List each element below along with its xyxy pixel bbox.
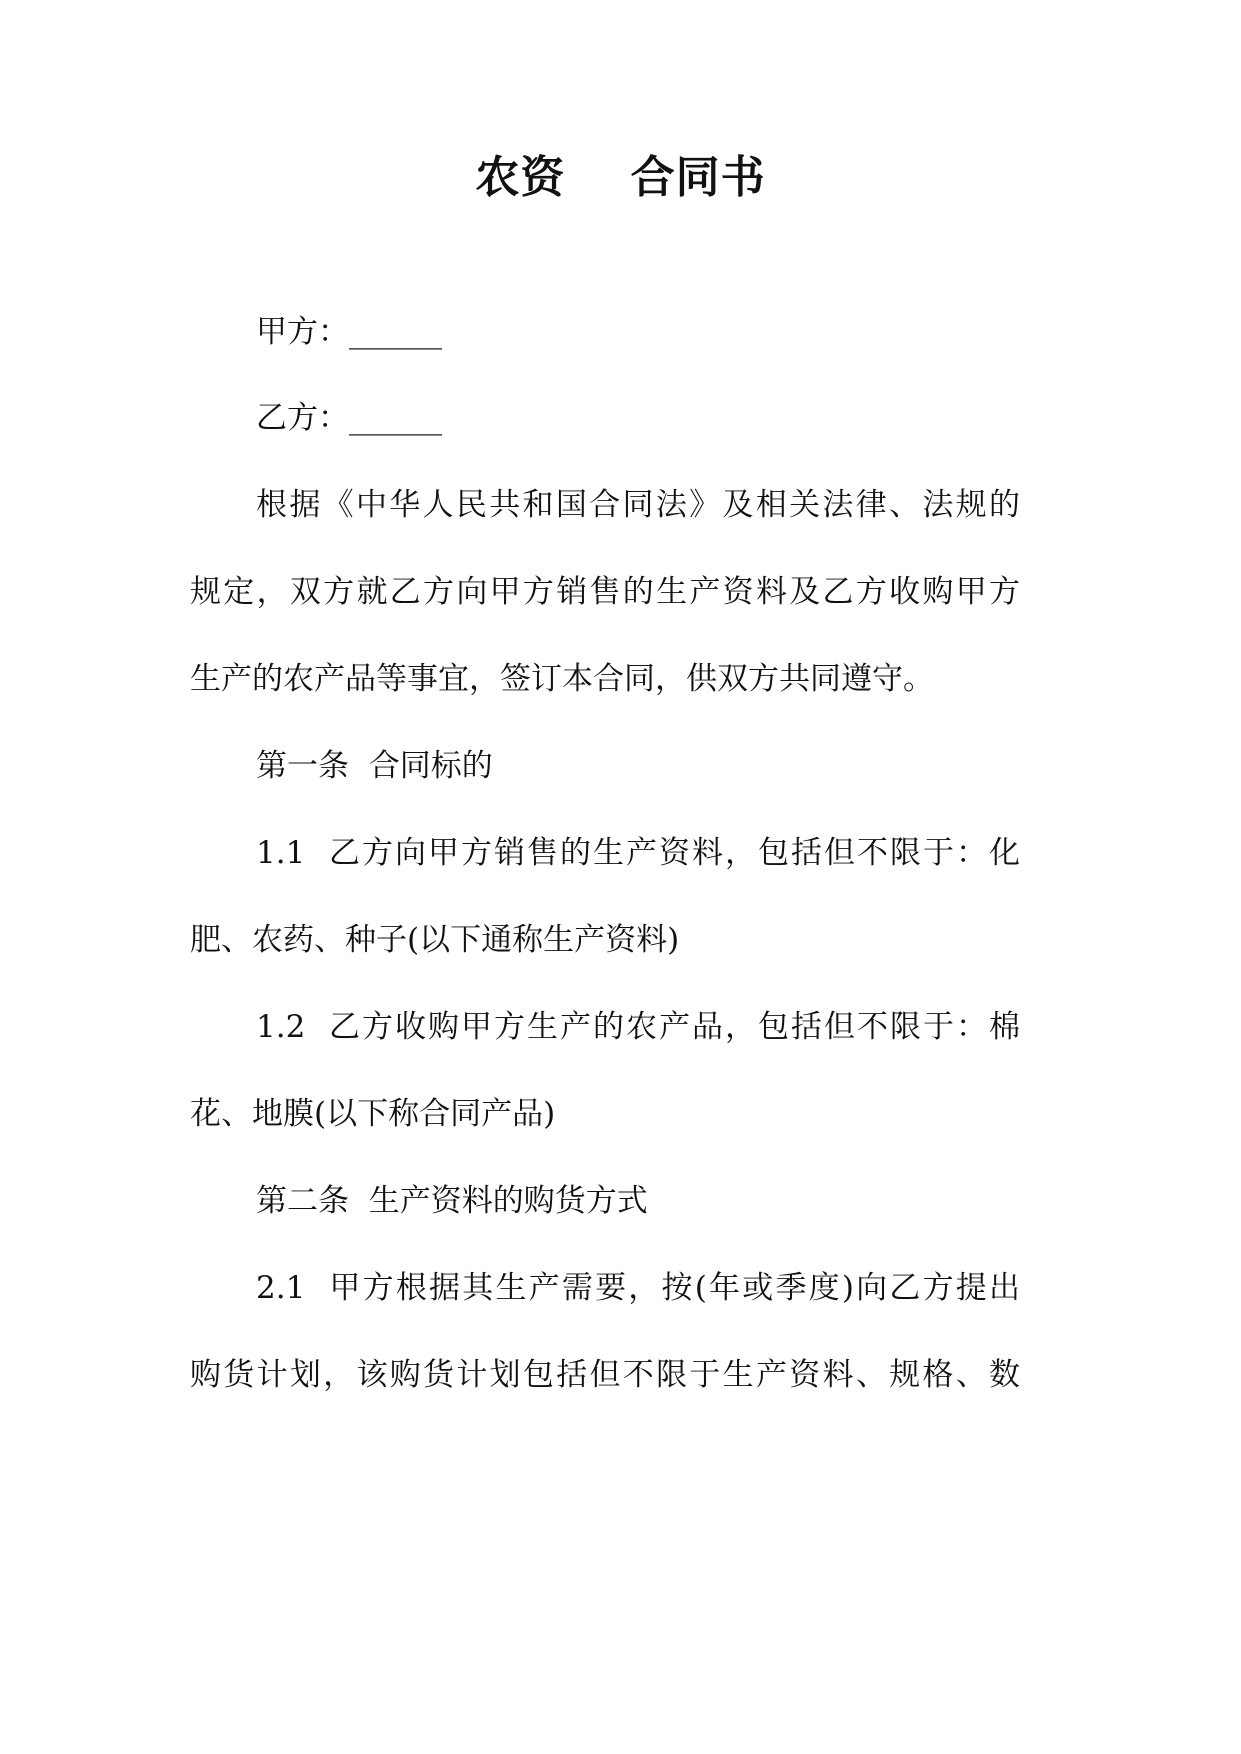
party-a-line: 甲方：______ [256,314,442,350]
preamble-line-2: 规定，双方就乙方向甲方销售的生产资料及乙方收购甲方 [190,574,1020,610]
article-2-heading: 第二条 生产资料的购货方式 [256,1183,648,1219]
document-title: 农资 合同书 [475,152,766,203]
clause-1-2-line-1: 1.2 乙方收购甲方生产的农产品，包括但不限于：棉 [256,1009,1020,1045]
clause-2-1-line-1: 2.1 甲方根据其生产需要，按(年或季度)向乙方提出 [256,1270,1020,1306]
party-b-line: 乙方：______ [256,400,442,436]
clause-1-2-line-2: 花、地膜(以下称合同产品) [190,1096,556,1132]
preamble-line-3: 生产的农产品等事宜，签订本合同，供双方共同遵守。 [190,661,934,697]
clause-1-1-line-1: 1.1 乙方向甲方销售的生产资料，包括但不限于：化 [256,835,1020,871]
clause-1-1-line-2: 肥、农药、种子(以下通称生产资料) [190,922,680,958]
preamble-line-1: 根据《中华人民共和国合同法》及相关法律、法规的 [256,487,1020,523]
article-1-heading: 第一条 合同标的 [256,748,493,784]
clause-2-1-line-2: 购货计划，该购货计划包括但不限于生产资料、规格、数 [190,1357,1020,1393]
